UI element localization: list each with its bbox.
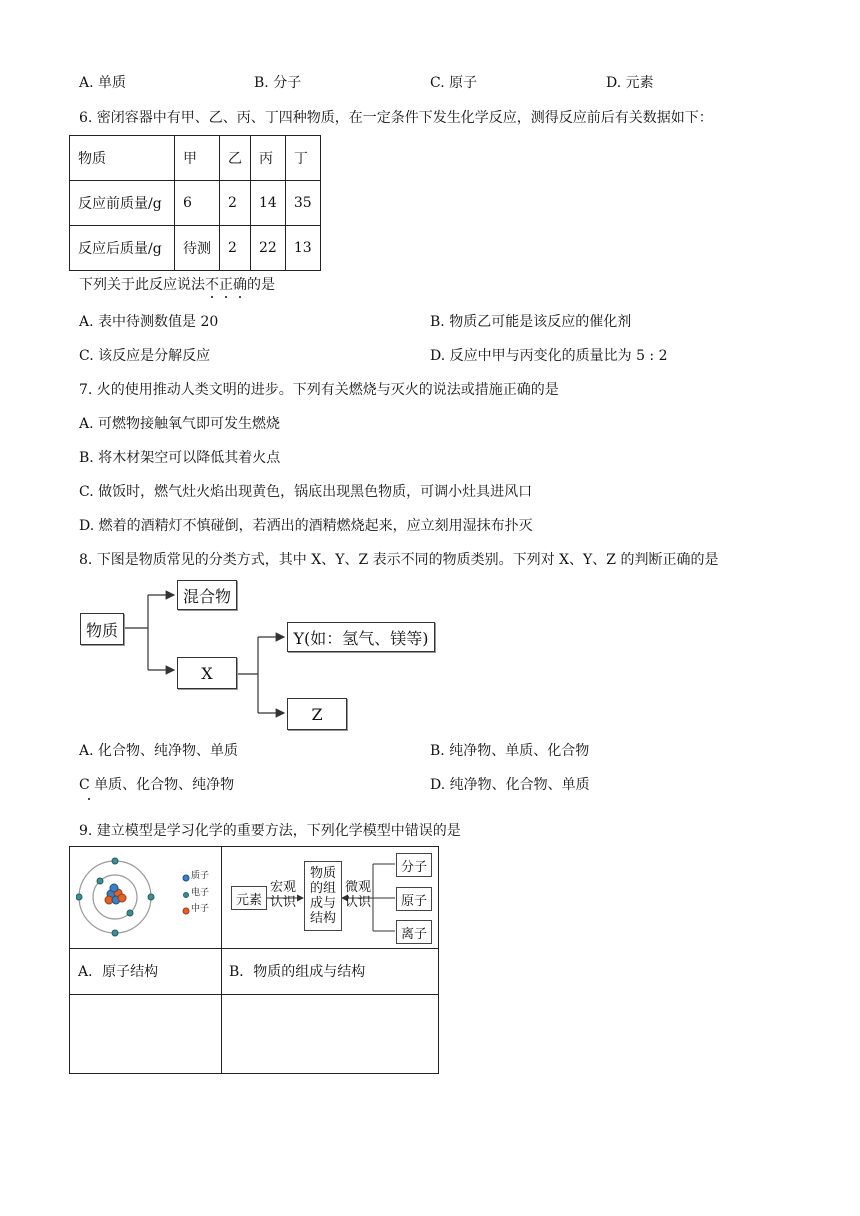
- q6-option-a: A. 表中待测数值是 20: [79, 314, 219, 330]
- root-box-substance: 物质: [80, 613, 124, 645]
- legend-proton-label: 质子: [191, 871, 210, 881]
- x-box: X: [177, 657, 237, 689]
- q5-option-d: D. 元素: [606, 75, 654, 91]
- q7-option-d: D. 燃着的酒精灯不慎碰倒，若洒出的酒精燃烧起来，应立刻用湿抹布扑灭: [79, 518, 533, 534]
- y-box: Y(如：氢气、镁等): [287, 622, 435, 652]
- micro-label: [343, 880, 373, 910]
- table-cell: 14: [251, 181, 286, 226]
- center-line: 结构: [309, 911, 336, 926]
- emphasis-char: 正: [219, 277, 233, 293]
- q6-option-c: C. 该反应是分解反应: [79, 348, 211, 364]
- emphasis-char: 不: [205, 277, 219, 293]
- q7-stem: 7. 火的使用推动人类文明的进步。下列有关燃烧与灭火的说法或措施正确的是: [79, 382, 559, 398]
- q8-option-b: B. 纯净物、单质、化合物: [430, 743, 590, 759]
- element-box: 元素: [231, 886, 267, 910]
- caption-b: B．物质的组成与结构: [229, 964, 366, 980]
- table-cell: 甲: [175, 136, 220, 181]
- atom-box: 原子: [396, 887, 432, 911]
- table-cell: 6: [175, 181, 220, 226]
- q5-option-a: A. 单质: [79, 75, 127, 91]
- q8-option-c: C 单质、化合物、纯净物: [79, 777, 235, 793]
- q6-option-b: B. 物质乙可能是该反应的催化剂: [430, 314, 632, 330]
- table-cell: 待测: [175, 226, 220, 271]
- table-cell: 乙: [220, 136, 251, 181]
- q8-option-a: A. 化合物、纯净物、单质: [79, 743, 239, 759]
- table-cell: 物质: [70, 136, 175, 181]
- center-line: 的组: [309, 881, 336, 896]
- legend-neutron-label: 中子: [191, 904, 210, 914]
- micro-label-line: 微观: [344, 880, 371, 895]
- table-cell: 2: [220, 226, 251, 271]
- ion-box: 离子: [396, 920, 432, 944]
- macro-label-line: 宏观: [269, 880, 296, 895]
- composition-center-box: [304, 861, 342, 931]
- q5-option-c: C. 原子: [430, 75, 478, 91]
- q7-option-a: A. 可燃物接触氧气即可发生燃烧: [79, 416, 281, 432]
- q7-option-c: C. 做饭时，燃气灶火焰出现黄色，锅底出现黑色物质，可调小灶具进风口: [79, 484, 533, 500]
- mixture-box: 混合物: [177, 580, 237, 610]
- table-cell: 反应后质量/g: [70, 226, 175, 271]
- center-line: 物质: [309, 866, 336, 881]
- q9-stem: 9. 建立模型是学习化学的重要方法，下列化学模型中错误的是: [79, 823, 461, 839]
- table-cell: 35: [285, 181, 320, 226]
- table-cell: 丙: [251, 136, 286, 181]
- q6-option-d: D. 反应中甲与丙变化的质量比为 5 : 2: [430, 348, 668, 364]
- q6-prompt-start: 下列关于此反应说法: [79, 277, 205, 293]
- q8-stem: 8. 下图是物质常见的分类方式，其中 X、Y、Z 表示不同的物质类别。下列对 X、Y、Z 的判断正确的是: [79, 552, 719, 568]
- table-cell: 反应前质量/g: [70, 181, 175, 226]
- molecule-box: 分子: [396, 853, 432, 877]
- table-cell: 丁: [285, 136, 320, 181]
- center-line: 成与: [309, 896, 336, 911]
- q8-option-d: D. 纯净物、化合物、单质: [430, 777, 590, 793]
- table-cell: 22: [251, 226, 286, 271]
- q7-option-b: B. 将木材架空可以降低其着火点: [79, 450, 281, 466]
- q6-stem: 6. 密闭容器中有甲、乙、丙、丁四种物质，在一定条件下发生化学反应，测得反应前后有关数据如下：: [79, 110, 713, 126]
- q5-option-b: B. 分子: [254, 75, 302, 91]
- table-cell: 2: [220, 181, 251, 226]
- table-cell: 13: [285, 226, 320, 271]
- emphasis-char: 确: [233, 277, 247, 293]
- micro-label-line: 认识: [344, 895, 371, 910]
- caption-a: A．原子结构: [78, 964, 159, 980]
- macro-label: [268, 880, 298, 910]
- legend-electron-label: 电子: [191, 888, 210, 898]
- q6-prompt-end: 的是: [247, 277, 275, 293]
- macro-label-line: 认识: [269, 895, 296, 910]
- z-box: Z: [287, 698, 347, 730]
